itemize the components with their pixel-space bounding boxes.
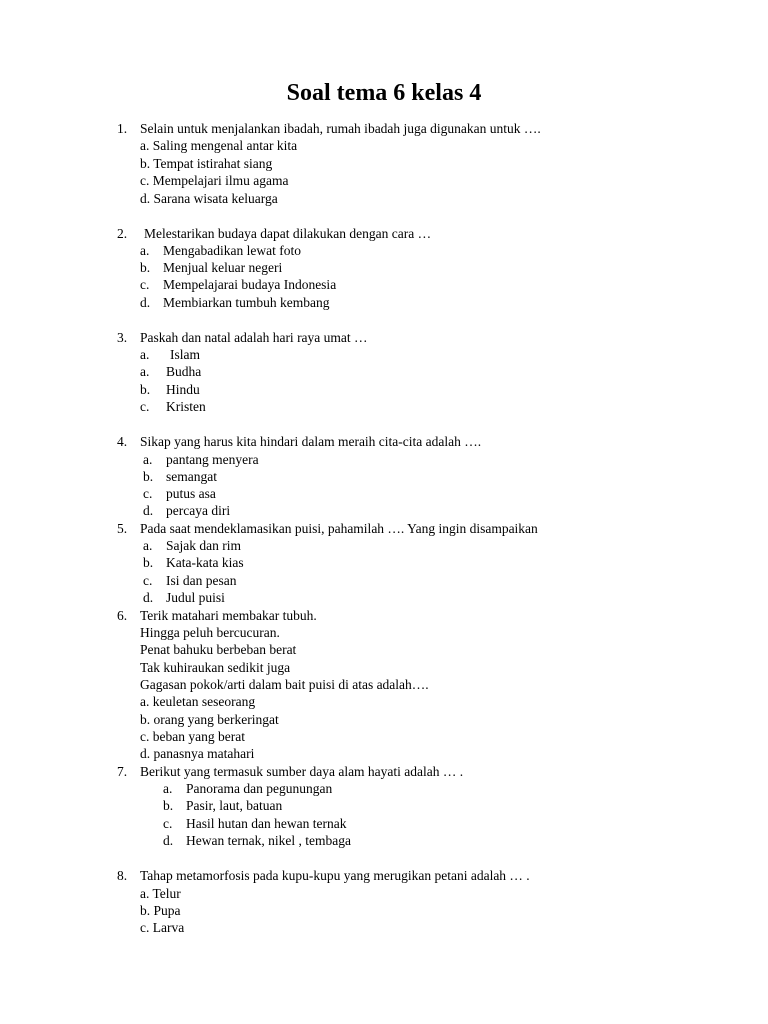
option-label: d. — [143, 590, 154, 605]
option-label: c. — [163, 816, 173, 831]
answer-option: putus asa — [166, 486, 216, 501]
option-label: c. — [140, 277, 150, 292]
answer-option: Panorama dan pegunungan — [186, 781, 333, 796]
option-label: b. — [140, 382, 151, 397]
question-number: 3. — [117, 330, 128, 345]
question-number: 4. — [117, 434, 128, 449]
page-title: Soal tema 6 kelas 4 — [286, 80, 482, 106]
question-number: 6. — [117, 608, 128, 623]
question-text: Pada saat mendeklamasikan puisi, pahamilah …. Yang ingin disampaikan — [140, 521, 538, 536]
answer-option: b. Pupa — [140, 903, 181, 918]
question-text: Berikut yang termasuk sumber daya alam hayati adalah … . — [140, 764, 464, 779]
answer-option: pantang menyera — [166, 452, 259, 467]
answer-option: a. Telur — [140, 886, 181, 901]
question-number: 5. — [117, 521, 128, 536]
poem-line: Penat bahuku berbeban berat — [140, 642, 297, 657]
option-label: a. — [143, 452, 153, 467]
question-number: 2. — [117, 226, 128, 241]
answer-option: Kata-kata kias — [166, 555, 244, 570]
answer-option: Isi dan pesan — [166, 573, 237, 588]
option-label: a. — [143, 538, 153, 553]
answer-option: Pasir, laut, batuan — [186, 798, 283, 813]
option-label: c. — [143, 573, 153, 588]
question-text: Melestarikan budaya dapat dilakukan dengan cara … — [144, 226, 432, 241]
answer-option: a. keuletan seseorang — [140, 694, 256, 709]
answer-option: Kristen — [166, 399, 206, 414]
option-label: b. — [143, 555, 154, 570]
option-label: b. — [163, 798, 174, 813]
question-text: Sikap yang harus kita hindari dalam meraih cita-cita adalah …. — [140, 434, 482, 449]
answer-option: Sajak dan rim — [166, 538, 241, 553]
answer-option: c. Larva — [140, 920, 185, 935]
option-label: b. — [140, 260, 151, 275]
question-number: 1. — [117, 121, 128, 136]
answer-option: Hasil hutan dan hewan ternak — [186, 816, 347, 831]
question-text: Selain untuk menjalankan ibadah, rumah ibadah juga digunakan untuk …. — [140, 121, 541, 136]
option-label: a. — [140, 243, 150, 258]
question-number: 8. — [117, 868, 128, 883]
poem-line: Gagasan pokok/arti dalam bait puisi di atas adalah…. — [140, 677, 429, 692]
answer-option: Budha — [166, 364, 202, 379]
question-text: Paskah dan natal adalah hari raya umat … — [140, 330, 368, 345]
option-label: d. — [143, 503, 154, 518]
option-label: a. — [163, 781, 173, 796]
option-label: d. — [163, 833, 174, 848]
answer-option: Judul puisi — [166, 590, 225, 605]
option-label: d. — [140, 295, 151, 310]
option-label: a. — [140, 364, 150, 379]
question-text: Terik matahari membakar tubuh. — [140, 608, 317, 623]
option-label: a. — [140, 347, 150, 362]
answer-option: Hewan ternak, nikel , tembaga — [186, 833, 351, 848]
answer-option: d. Sarana wisata keluarga — [140, 191, 278, 206]
answer-option: semangat — [166, 469, 217, 484]
answer-option: Islam — [170, 347, 200, 362]
answer-option: Mempelajarai budaya Indonesia — [163, 277, 337, 292]
answer-option: c. Mempelajari ilmu agama — [140, 173, 289, 188]
answer-option: Hindu — [166, 382, 200, 397]
option-label: c. — [143, 486, 153, 501]
option-label: b. — [143, 469, 154, 484]
answer-option: Mengabadikan lewat foto — [163, 243, 301, 258]
answer-option: percaya diri — [166, 503, 231, 518]
answer-option: d. panasnya matahari — [140, 746, 255, 761]
option-label: c. — [140, 399, 150, 414]
answer-option: Menjual keluar negeri — [163, 260, 283, 275]
question-number: 7. — [117, 764, 128, 779]
answer-option: a. Saling mengenal antar kita — [140, 138, 298, 153]
answer-option: b. Tempat istirahat siang — [140, 156, 273, 171]
poem-line: Tak kuhiraukan sedikit juga — [140, 660, 291, 675]
answer-option: b. orang yang berkeringat — [140, 712, 279, 727]
answer-option: Membiarkan tumbuh kembang — [163, 295, 330, 310]
answer-option: c. beban yang berat — [140, 729, 245, 744]
poem-line: Hingga peluh bercucuran. — [140, 625, 280, 640]
question-text: Tahap metamorfosis pada kupu-kupu yang merugikan petani adalah … . — [140, 868, 530, 883]
